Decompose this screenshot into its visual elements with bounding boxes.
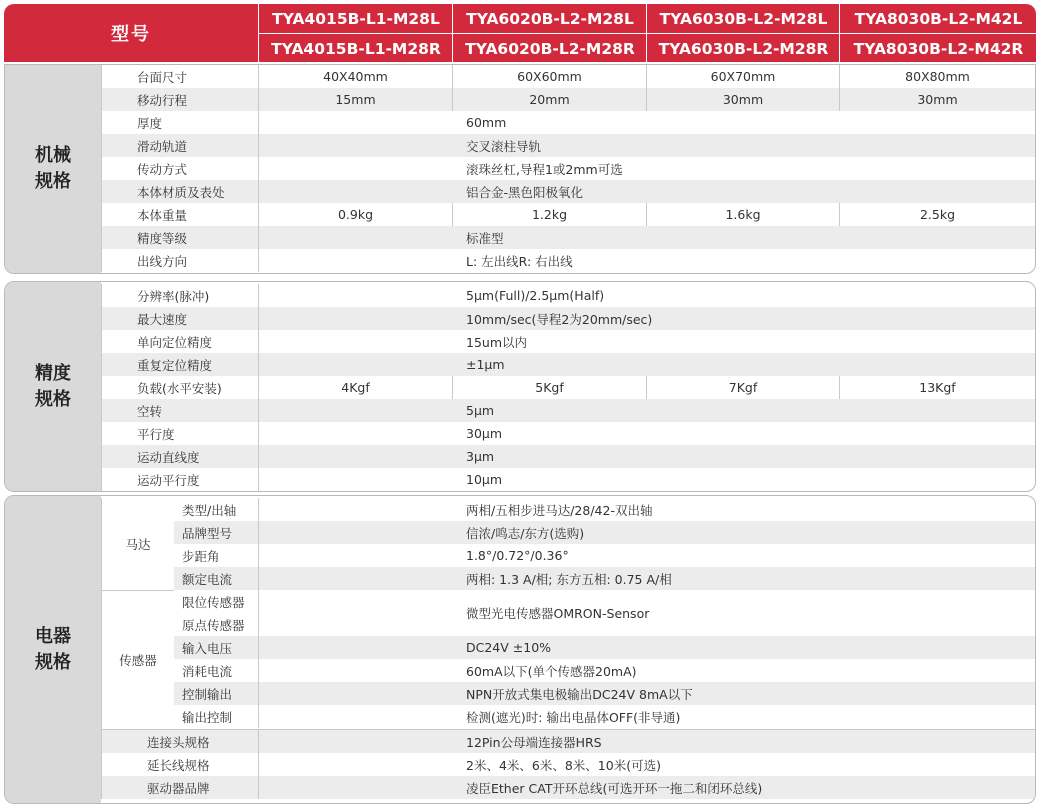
spec-row	[101, 468, 1035, 491]
spec-label: 驱动器品牌	[101, 776, 258, 799]
spec-row	[101, 249, 1035, 272]
spec-value: 信浓/鸣志/东方(选购)	[258, 521, 1035, 544]
spec-value: 滚珠丝杠,导程1或2mm可选	[258, 157, 1035, 180]
spec-row	[101, 353, 1035, 376]
spec-label: 输入电压	[173, 636, 258, 659]
spec-label: 运动平行度	[101, 468, 258, 491]
spec-value: 60X70mm	[646, 65, 839, 88]
spec-value: 20mm	[452, 88, 646, 111]
spec-label: 分辨率(脉冲)	[101, 284, 258, 307]
spec-value: 微型光电传感器OMRON-Sensor	[258, 590, 1035, 636]
model-right: TYA6020B-L2-M28R	[465, 39, 635, 58]
spec-label: 品牌型号	[173, 521, 258, 544]
spec-row	[101, 636, 1035, 659]
spec-value: 检测(遮光)时: 输出电晶体OFF(非导通)	[258, 705, 1035, 728]
spec-row	[101, 753, 1035, 776]
spec-row	[101, 521, 1035, 544]
spec-row	[101, 422, 1035, 445]
spec-label: 负载(水平安装)	[101, 376, 258, 399]
spec-row	[101, 776, 1035, 799]
table-header	[4, 4, 1036, 62]
spec-value: 铝合金-黑色阳极氧化	[258, 180, 1035, 203]
spec-value: 15mm	[258, 88, 452, 111]
spec-row	[101, 498, 1035, 521]
spec-value: DC24V ±10%	[258, 636, 1035, 659]
spec-value: 0.9kg	[258, 203, 452, 226]
spec-label: 空转	[101, 399, 258, 422]
spec-row	[101, 134, 1035, 157]
model-left: TYA4015B-L1-M28L	[259, 4, 453, 34]
spec-row	[101, 544, 1035, 567]
spec-value: 两相/五相步进马达/28/42-双出轴	[258, 498, 1035, 521]
spec-value: 60mA以下(单个传感器20mA)	[258, 659, 1035, 682]
spec-label: 出线方向	[101, 249, 258, 272]
section-title: 电器 规格	[5, 496, 101, 803]
spec-value: 2米、4米、6米、8米、10米(可选)	[258, 753, 1035, 776]
spec-label: 运动直线度	[101, 445, 258, 468]
spec-label: 本体材质及表处	[101, 180, 258, 203]
spec-row	[101, 567, 1035, 590]
spec-label: 原点传感器	[173, 613, 258, 636]
spec-label: 限位传感器	[173, 590, 258, 613]
spec-row	[101, 180, 1035, 203]
spec-label: 移动行程	[101, 88, 258, 111]
spec-value: 凌臣Ether CAT开环总线(可选开环一拖二和闭环总线)	[258, 776, 1035, 799]
spec-label: 重复定位精度	[101, 353, 258, 376]
spec-row	[101, 659, 1035, 682]
spec-value: 80X80mm	[839, 65, 1035, 88]
section-title: 精度 规格	[5, 282, 101, 491]
spec-row	[101, 88, 1035, 111]
model-column-2	[452, 4, 647, 62]
sensor-group-label: 传感器	[101, 590, 174, 729]
spec-value: ±1μm	[258, 353, 1035, 376]
spec-row	[101, 730, 1035, 753]
spec-row	[101, 65, 1035, 88]
spec-row	[101, 157, 1035, 180]
spec-value: 1.2kg	[452, 203, 646, 226]
spec-value: 12Pin公母端连接器HRS	[258, 730, 1035, 753]
spec-value: 60mm	[258, 111, 1035, 134]
spec-value: 交叉滚柱导轨	[258, 134, 1035, 157]
spec-label: 消耗电流	[173, 659, 258, 682]
model-left: TYA6030B-L2-M28L	[647, 4, 840, 34]
spec-value: 10mm/sec(导程2为20mm/sec)	[258, 307, 1035, 330]
spec-value: L: 左出线R: 右出线	[258, 249, 1035, 272]
spec-label: 连接头规格	[101, 730, 258, 753]
model-left: TYA8030B-L2-M42L	[840, 4, 1037, 34]
spec-value: 15um以内	[258, 330, 1035, 353]
section-title: 机械 规格	[5, 65, 101, 273]
spec-label: 滑动轨道	[101, 134, 258, 157]
spec-row	[101, 111, 1035, 134]
precision-section	[4, 281, 1036, 492]
spec-row	[101, 284, 1035, 307]
spec-value: 1.8°/0.72°/0.36°	[258, 544, 1035, 567]
spec-value: NPN开放式集电极输出DC24V 8mA以下	[258, 682, 1035, 705]
spec-value: 标准型	[258, 226, 1035, 249]
spec-value: 60X60mm	[452, 65, 646, 88]
spec-row	[101, 399, 1035, 422]
spec-row	[101, 203, 1035, 226]
spec-value: 5μm	[258, 399, 1035, 422]
spec-value: 30μm	[258, 422, 1035, 445]
spec-row	[101, 445, 1035, 468]
model-column-1	[258, 4, 453, 62]
spec-row	[101, 226, 1035, 249]
electrical-section	[4, 495, 1036, 804]
spec-row	[101, 705, 1035, 728]
spec-label: 步距角	[173, 544, 258, 567]
spec-row	[101, 307, 1035, 330]
spec-row	[101, 682, 1035, 705]
spec-label: 单向定位精度	[101, 330, 258, 353]
spec-label: 输出控制	[173, 705, 258, 728]
spec-row	[101, 330, 1035, 353]
motor-group-label: 马达	[101, 498, 174, 590]
spec-value: 两相: 1.3 A/相; 东方五相: 0.75 A/相	[258, 567, 1035, 590]
spec-value: 40X40mm	[258, 65, 452, 88]
spec-value: 13Kgf	[839, 376, 1035, 399]
spec-value: 4Kgf	[258, 376, 452, 399]
spec-value: 3μm	[258, 445, 1035, 468]
spec-value: 7Kgf	[646, 376, 839, 399]
divider	[101, 729, 1035, 730]
spec-label: 控制输出	[173, 682, 258, 705]
spec-value: 5μm(Full)/2.5μm(Half)	[258, 284, 1035, 307]
spec-value: 30mm	[839, 88, 1035, 111]
mechanical-section	[4, 64, 1036, 274]
spec-label: 精度等级	[101, 226, 258, 249]
model-right: TYA6030B-L2-M28R	[658, 39, 829, 58]
model-left: TYA6020B-L2-M28L	[453, 4, 647, 34]
model-right: TYA4015B-L1-M28R	[271, 39, 441, 58]
spec-value: 1.6kg	[646, 203, 839, 226]
model-column-4	[839, 4, 1037, 62]
model-right: TYA8030B-L2-M42R	[853, 39, 1024, 58]
spec-row	[101, 376, 1035, 399]
spec-label: 最大速度	[101, 307, 258, 330]
spec-label: 类型/出轴	[173, 498, 258, 521]
spec-label: 延长线规格	[101, 753, 258, 776]
spec-value: 10μm	[258, 468, 1035, 491]
spec-label: 传动方式	[101, 157, 258, 180]
spec-value: 5Kgf	[452, 376, 646, 399]
spec-label: 平行度	[101, 422, 258, 445]
spec-label: 厚度	[101, 111, 258, 134]
spec-label: 台面尺寸	[101, 65, 258, 88]
model-column-3	[646, 4, 840, 62]
model-label: 型号	[111, 24, 151, 45]
spec-label: 额定电流	[173, 567, 258, 590]
spec-label: 本体重量	[101, 203, 258, 226]
spec-value: 2.5kg	[839, 203, 1035, 226]
spec-value: 30mm	[646, 88, 839, 111]
